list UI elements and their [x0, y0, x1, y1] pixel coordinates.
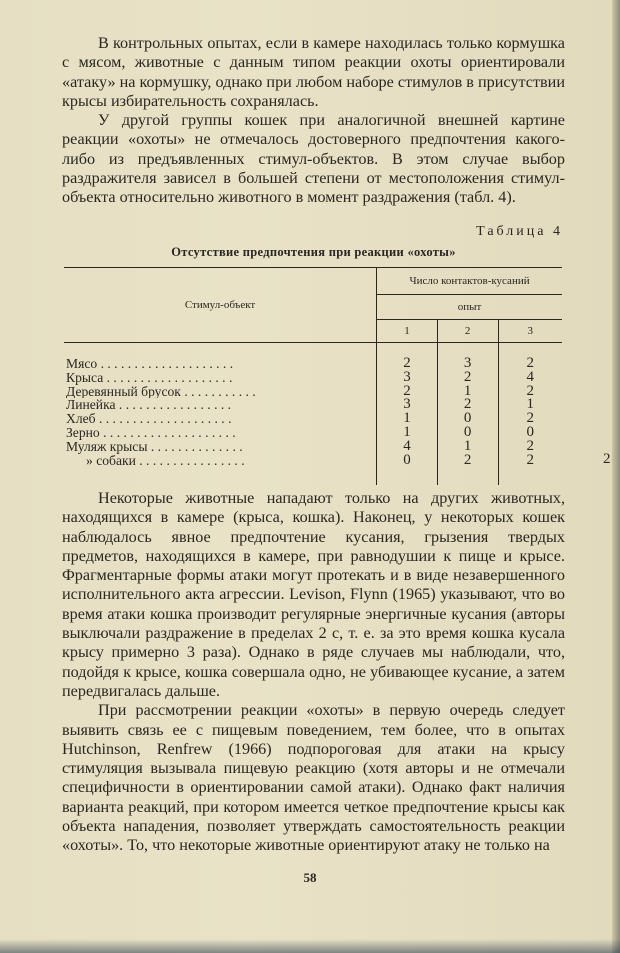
exp-number: 2 [437, 320, 498, 343]
table-row: Мясо . . . . . . . . . . . . . . . . . . . . 2 3 2 [64, 357, 562, 371]
paragraph: У другой группы кошек при аналогичной внешней картине реакции «охоты» не отмечалось достоверного предпочтения какого-либо из предъявленных стимул-объектов. В этом случае выбор раздражителя зависел в большей степени от местоположения стимул-объекта относительно животного в момент раздражения (табл. 4). [62, 111, 565, 207]
cell-value: 1 [437, 385, 498, 399]
page-edge [612, 0, 620, 953]
cell-value: 3 [437, 357, 498, 371]
cell-value: 1 [377, 426, 438, 440]
cell-value: 2 [437, 454, 498, 468]
stimulus-name: Муляж крысы [66, 439, 148, 454]
stimulus-name: Крыса [66, 370, 104, 385]
cell-value: 2 [526, 451, 535, 468]
cell-value: 1 [526, 396, 535, 413]
margin-mark: 2 [603, 451, 611, 467]
cell-value: 1 [377, 412, 438, 426]
cell-value: 2 [377, 385, 438, 399]
cell-value: 0 [437, 426, 498, 440]
cell-value: 4 [526, 368, 535, 385]
data-table [64, 267, 562, 485]
cell-value: 2 [377, 357, 438, 371]
column-header-stimulus: Стимул-объект [64, 268, 377, 343]
table-row: Линейка . . . . . . . . . . . . . . . . . 3 2 1 [64, 398, 562, 412]
table-label: Таблица 4 [476, 224, 563, 239]
page-number: 58 [303, 870, 317, 885]
stimulus-name: » собаки [86, 453, 136, 468]
table-row: Зерно . . . . . . . . . . . . . . . . . . . . 1 0 0 [64, 426, 562, 440]
paragraph: В контрольных опытах, если в камере находилась только кормушка с мясом, животные с данным типом реакции охоты ориентировали «атаку» на кормушку, однако при любом наборе стимулов в присутствии крысы избирательность сохранялась. [62, 34, 565, 110]
stimulus-name: Зерно [66, 425, 100, 440]
table-row: Хлеб . . . . . . . . . . . . . . . . . . . . 1 0 2 [64, 412, 562, 426]
stimulus-name: Мясо [66, 357, 98, 371]
paragraph: Некоторые животные нападают только на других животных, находящихся в камере (крыса, кошка). Наконец, у некоторых кошек наблюдалось явное предпочтение кусания, грызения твердых предметов, находящихся в камере, при равнодушии к пище и крысе. Фрагментарные формы атаки могут протекать и в виде незавершенного исполнительного акта агрессии. Levison, Flynn (1965) указывают, что во время атаки кошка производит регулярные энергичные кусания (авторы выключали раздражение в пределах 2 с, т. е. за это время кошка кусала крысу примерно 3 раза). Однако в ряде случаев мы наблюдали, что, подойдя к крысе, кошка совершала одно, не убивающее кусание, а затем передвигалась дальше. [62, 489, 565, 700]
paragraph: При рассмотрении реакции «охоты» в первую очередь следует выявить связь ее с пищевым поведением, тем более, что в опытах Hutchinson, Renfrew (1966) подпороговая для атаки на крысу стимуляция вызывала пищевую реакцию (хотя авторы и не отмечали специфичности в ориентировании самой атаки). Однако факт наличия варианта реакций, при котором имеется четкое предпочтение крысы как объекта нападения, позволяет утверждать самостоятельность реакции «охоты». То, что некоторые животные ориентируют атаку не только на [62, 701, 565, 855]
cell-value: 3 [377, 371, 438, 385]
stimulus-name: Хлеб [66, 412, 96, 426]
exp-number: 3 [527, 325, 534, 337]
cell-value: 2 [526, 437, 535, 454]
column-header-experiment: опыт [377, 295, 562, 320]
table-row: Крыса . . . . . . . . . . . . . . . . . . . 3 2 4 [64, 371, 562, 385]
cell-value: 0 [437, 412, 498, 426]
bottom-text-block [62, 489, 565, 856]
cell-value: 2 [526, 410, 535, 427]
cell-value: 2 [437, 398, 498, 412]
cell-value: 3 [377, 398, 438, 412]
table-row: Деревянный брусок . . . . . . . . . . . 2 1 2 [64, 385, 562, 399]
cell-value: 4 [377, 440, 438, 454]
table-row: » собаки . . . . . . . . . . . . . . . . 0 2 2 [64, 454, 562, 468]
cell-value: 1 [437, 440, 498, 454]
stimulus-name: Деревянный брусок [66, 384, 181, 399]
cell-value: 0 [526, 423, 535, 440]
stimulus-name: Линейка [66, 398, 116, 413]
cell-value: 2 [526, 355, 535, 371]
table-row: Муляж крысы . . . . . . . . . . . . . . 4 1 2 [64, 440, 562, 454]
cell-value: 2 [526, 382, 535, 399]
column-header-contacts: Число контактов-кусаний [377, 268, 562, 295]
exp-number: 1 [377, 320, 438, 343]
top-text-block [62, 34, 565, 208]
table-title: Отсутствие предпочтения при реакции «охоты» [171, 245, 456, 259]
page-bottom-shadow [0, 939, 620, 953]
cell-value: 2 [437, 371, 498, 385]
cell-value: 0 [377, 454, 438, 468]
